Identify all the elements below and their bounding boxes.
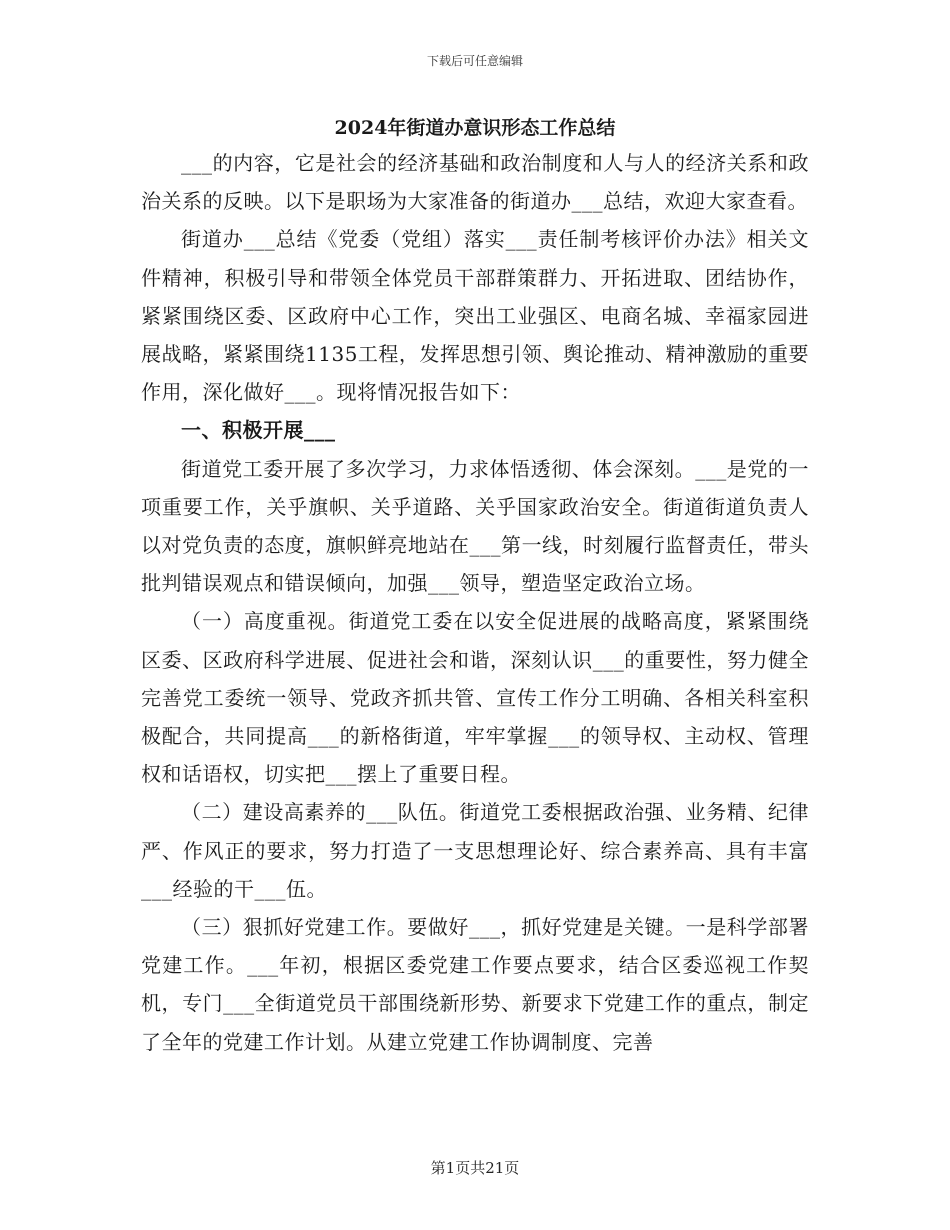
paragraph-section-1: 街道党工委开展了多次学习，力求体悟透彻、体会深刻。___是党的一项重要工作，关乎旗帜、关乎道路、关乎国家政治安全。街道街道负责人以对党负责的态度，旗帜鲜亮地站在___第一线，时刻履行监督责任，带头批判错误观点和错误倾向，加强___领导，塑造坚定政治立场。 — [141, 456, 809, 596]
paragraph-item-1: （一）高度重视。街道党工委在以安全促进展的战略高度，紧紧围绕区委、区政府科学进展、促进社会和谐，深刻认识___的重要性，努力健全完善党工委统一领导、党政齐抓共管、宣传工作分工明确、各相关科室积极配合，共同提高___的新格街道，牢牢掌握___的领导权、主动权、管理权和话语权，切实把___摆上了重要日程。 — [141, 609, 809, 787]
paragraph-intro: ___的内容，它是社会的经济基础和政治制度和人与人的经济关系和政治关系的反映。以下是职场为大家准备的街道办___总结，欢迎大家查看。 — [141, 151, 809, 214]
document-body — [141, 112, 809, 1061]
paragraph-summary: 街道办___总结《党委（党组）落实___责任制考核评价办法》相关文件精神，积极引导和带领全体党员干部群策群力、开拓进取、团结协作，紧紧围绕区委、区政府中心工作，突出工业强区、电商名城、幸福家园进展战略，紧紧围绕1135工程，发挥思想引领、舆论推动、精神激励的重要作用，深化做好___。现将情况报告如下： — [141, 227, 809, 405]
page-number: 第1页共21页 — [430, 1159, 520, 1177]
paragraph-item-3: （三）狠抓好党建工作。要做好___，抓好党建是关键。一是科学部署党建工作。___年初，根据区委党建工作要点要求，结合区委巡视工作契机，专门___全街道党员干部围绕新形势、新要求下党建工作的重点，制定了全年的党建工作计划。从建立党建工作协调制度、完善 — [141, 915, 809, 1054]
document-title: 2024年街道办意识形态工作总结 — [334, 117, 616, 139]
section-heading-1: 一、积极开展___ — [181, 418, 336, 443]
paragraph-item-2: （二）建设高素养的___队伍。街道党工委根据政治强、业务精、纪律严、作风正的要求，努力打造了一支思想理论好、综合素养高、具有丰富___经验的干___伍。 — [141, 800, 809, 901]
header-note: 下载后可任意编辑 — [426, 54, 523, 68]
